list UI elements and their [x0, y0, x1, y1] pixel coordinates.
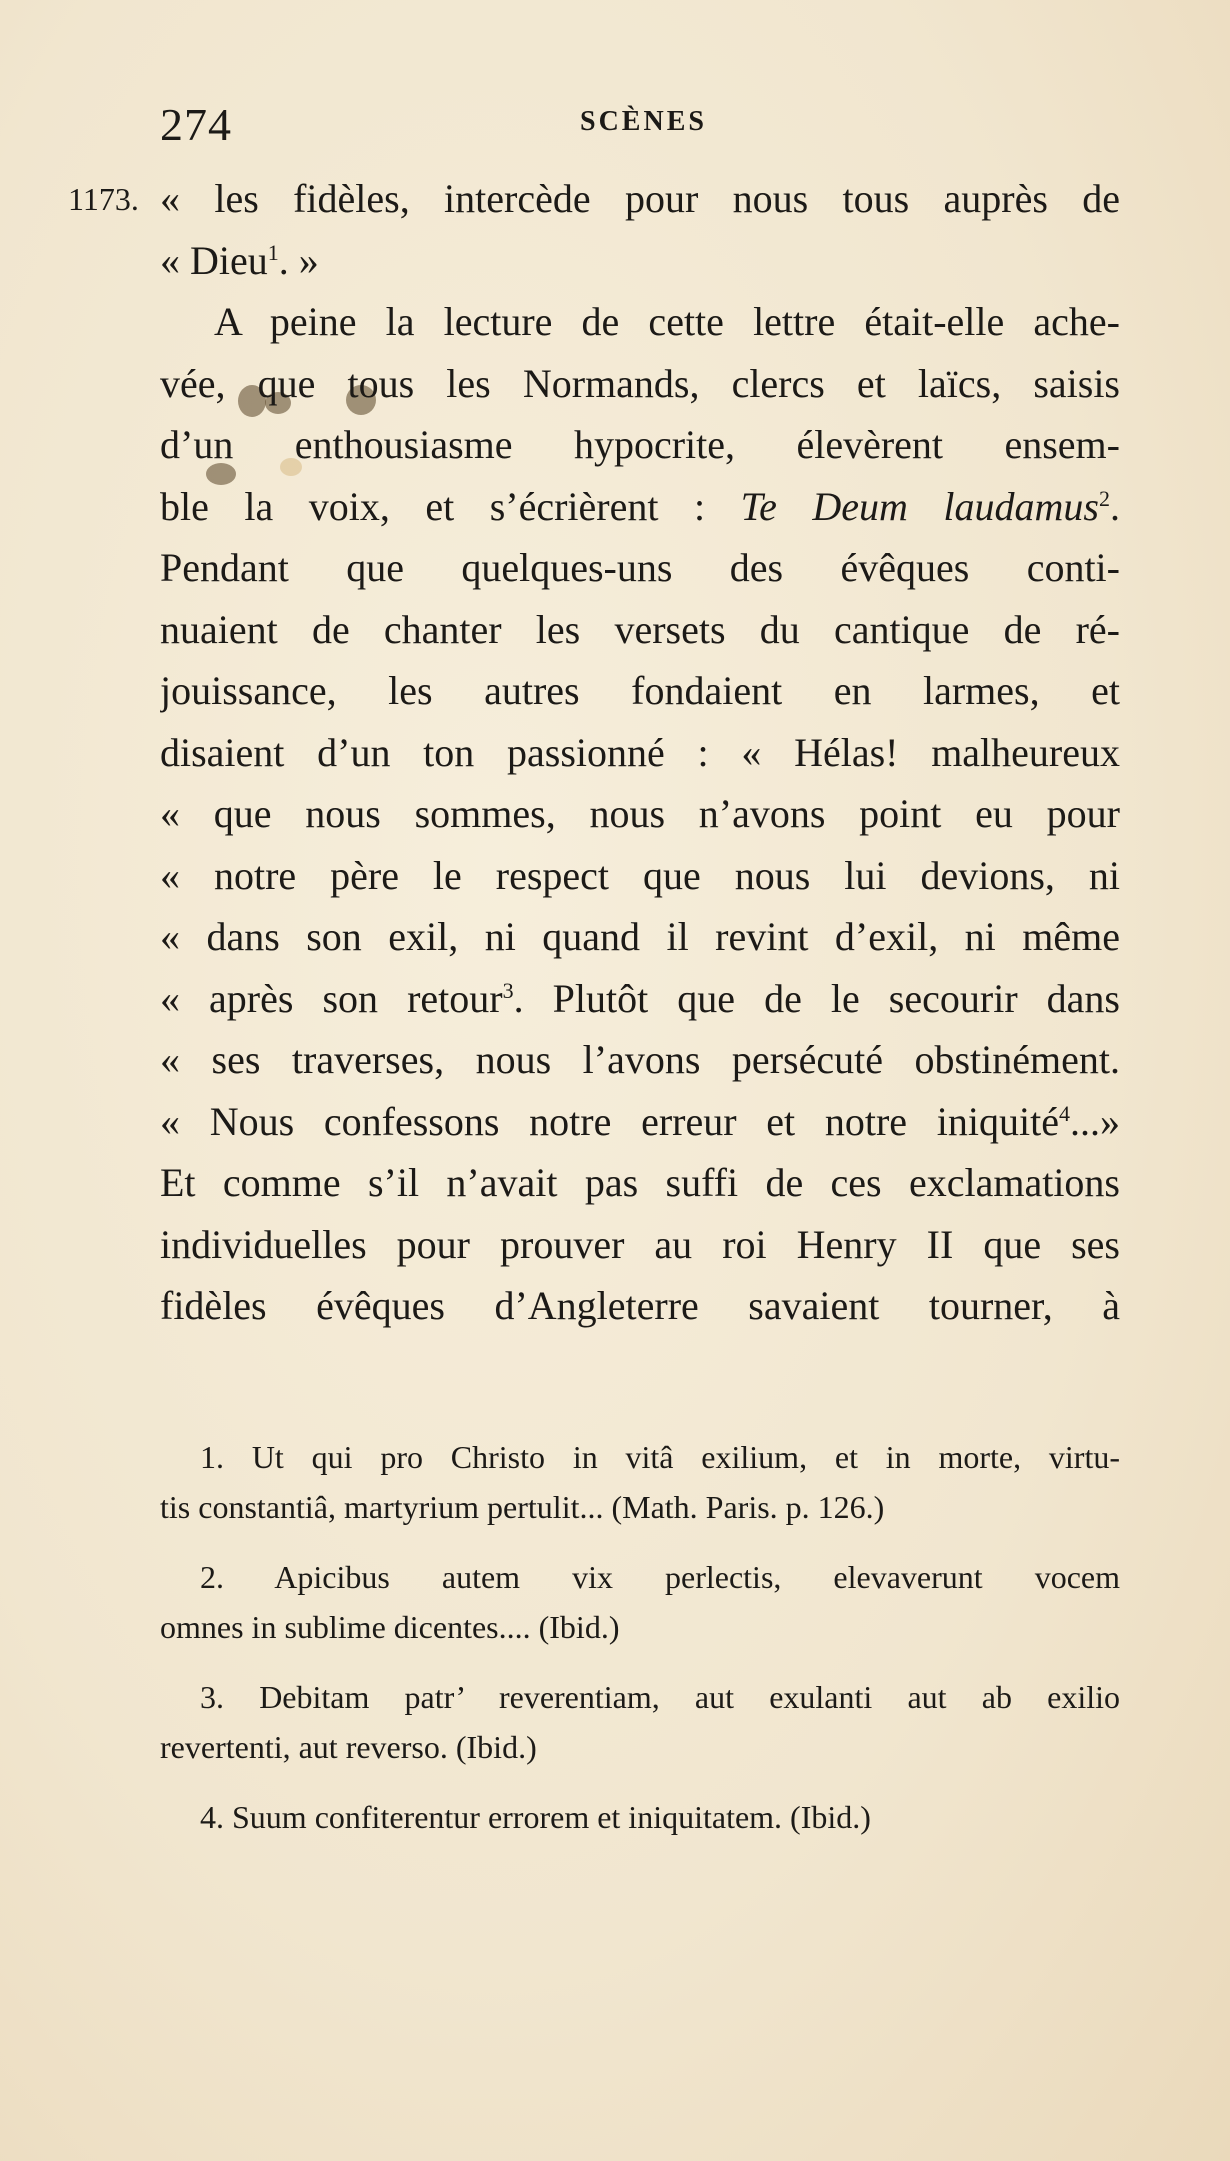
text-span: « après son retour: [160, 975, 503, 1021]
text-line: « dans son exil, ni quand il revint d’exil, ni même: [160, 914, 1120, 959]
text-line: « notre père le respect que nous lui devions, ni: [160, 852, 1120, 898]
text-line: « les fidèles, intercède pour nous tous auprès de: [160, 176, 1120, 221]
page-number: 274: [160, 99, 232, 150]
text-line: [160, 476, 1120, 538]
text-line: fidèles évêques d’Angleterre savaient tourner, à: [160, 1283, 1120, 1328]
latin-phrase: Te Deum laudamus: [740, 483, 1099, 529]
text-line: Pendant que quelques-uns des évêques conti-: [160, 545, 1120, 590]
text-line: [160, 968, 1120, 1030]
footnote-text: Debitam patr’ reverentiam, aut exulanti aut ab exilio: [259, 1679, 1120, 1715]
footnote-3-line: revertenti, aut reverso. (Ibid.): [160, 1729, 537, 1765]
margin-year: 1173.: [68, 181, 139, 217]
footnotes: [160, 1432, 1120, 1842]
footnote-1-line: [160, 1432, 1120, 1482]
footnote-2-line: [160, 1552, 1120, 1602]
footnote-ref: 2: [1099, 485, 1110, 511]
text-span: . Plutôt que de le secourir dans: [513, 975, 1120, 1021]
text-span: .: [1110, 483, 1120, 529]
footnote-1-line: tis constantiâ, martyrium pertulit... (Math. Paris. p. 126.): [160, 1489, 885, 1525]
text-line: vée, que tous les Normands, clercs et laïcs, saisis: [160, 360, 1120, 406]
footnote-ref: 1: [267, 239, 279, 265]
text-line: jouissance, les autres fondaient en larmes, et: [160, 668, 1120, 713]
text-line: A peine la lecture de cette lettre était-elle ache-: [214, 299, 1120, 344]
text-line: « que nous sommes, nous n’avons point eu pour: [160, 791, 1120, 836]
text-line: [160, 1091, 1120, 1153]
footnote-text: Ut qui pro Christo in vitâ exilium, et in morte, virtu-: [251, 1439, 1120, 1475]
text-line: disaient d’un ton passionné : « Hélas! malheureux: [160, 729, 1120, 775]
footnote-text: Apicibus autem vix perlectis, elevaverunt vocem: [274, 1559, 1120, 1595]
text-span: ble la voix, et s’écrièrent :: [160, 483, 706, 529]
footnote-ref: 3: [502, 977, 514, 1003]
footnote-number: 2.: [200, 1559, 224, 1595]
text-line: d’un enthousiasme hypocrite, élevèrent ensem-: [160, 422, 1120, 467]
text-span: ...»: [1070, 1098, 1120, 1144]
text-line: individuelles pour prouver au roi Henry II que ses: [160, 1221, 1120, 1267]
text-span: « Dieu: [160, 237, 268, 283]
text-line: Et comme s’il n’avait pas suffi de ces exclamations: [160, 1160, 1120, 1205]
text-line: nuaient de chanter les versets du cantique de ré-: [160, 606, 1120, 652]
page-header: [160, 98, 1120, 158]
main-text: [160, 168, 1120, 1337]
footnote-number: 4.: [200, 1799, 224, 1835]
text-line: [160, 230, 1120, 292]
footnote-text: Suum confiterentur errorem et iniquitatem. (Ibid.): [232, 1799, 871, 1835]
text-span: « Nous confessons notre erreur et notre iniquité: [160, 1098, 1059, 1144]
text-line: « ses traverses, nous l’avons persécuté obstinément.: [160, 1037, 1120, 1082]
footnote-number: 1.: [200, 1439, 224, 1475]
text-span: . »: [278, 237, 319, 283]
running-head: SCÈNES: [580, 106, 707, 137]
footnote-4-line: [160, 1792, 1120, 1842]
footnote-ref: 4: [1059, 1100, 1070, 1126]
footnote-number: 3.: [200, 1679, 224, 1715]
footnote-3-line: [160, 1672, 1120, 1722]
footnote-2-line: omnes in sublime dicentes.... (Ibid.): [160, 1609, 620, 1645]
